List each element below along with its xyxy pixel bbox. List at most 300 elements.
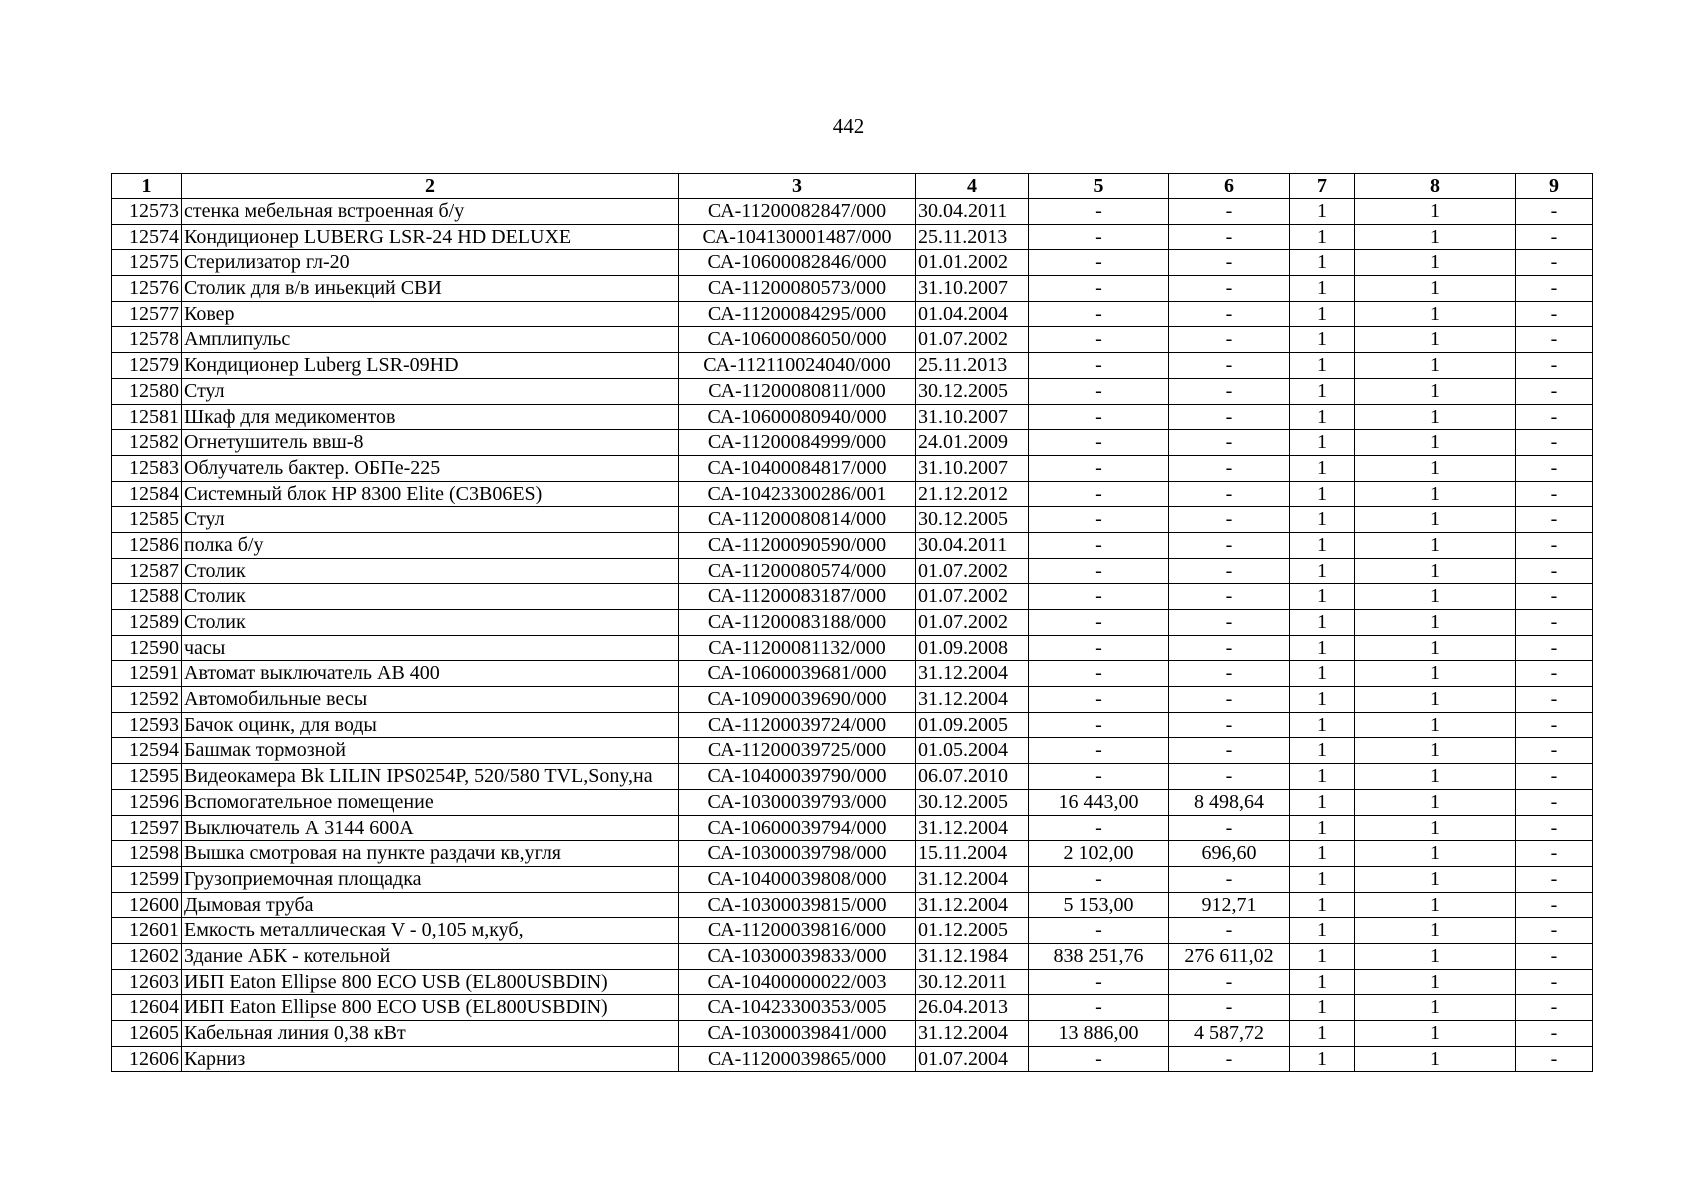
value-9-cell: -	[1516, 738, 1593, 764]
value-8-cell: 1	[1355, 635, 1516, 661]
table-row	[112, 327, 1593, 353]
value-9-cell: -	[1516, 1021, 1593, 1047]
inventory-code-cell: СА-10600082846/000	[679, 250, 916, 276]
item-name-cell: Облучатель бактер. ОБПе-225	[182, 455, 679, 481]
value-6-cell: -	[1169, 866, 1290, 892]
date-cell: 31.12.2004	[916, 661, 1029, 687]
table-row	[112, 276, 1593, 302]
inventory-code-cell: СА-10400039808/000	[679, 866, 916, 892]
value-5-cell: 5 153,00	[1029, 892, 1169, 918]
table-row	[112, 455, 1593, 481]
value-7-cell: 1	[1290, 1046, 1355, 1072]
value-5-cell: 2 102,00	[1029, 841, 1169, 867]
date-cell: 25.11.2013	[916, 353, 1029, 379]
table-row	[112, 1021, 1593, 1047]
table-row	[112, 301, 1593, 327]
row-number-cell: 12587	[112, 558, 182, 584]
inventory-code-cell: СА-11200039865/000	[679, 1046, 916, 1072]
inventory-code-cell: СА-10900039690/000	[679, 687, 916, 713]
value-5-cell: -	[1029, 481, 1169, 507]
item-name-cell: Вспомогательное помещение	[182, 789, 679, 815]
date-cell: 01.07.2002	[916, 584, 1029, 610]
item-name-cell: Кондиционер Luberg LSR-09HD	[182, 353, 679, 379]
date-cell: 01.12.2005	[916, 918, 1029, 944]
value-5-cell: -	[1029, 455, 1169, 481]
inventory-code-cell: СА-11200080574/000	[679, 558, 916, 584]
value-5-cell: 838 251,76	[1029, 943, 1169, 969]
item-name-cell: Стерилизатор гл-20	[182, 250, 679, 276]
value-9-cell: -	[1516, 687, 1593, 713]
inventory-code-cell: СА-10600039681/000	[679, 661, 916, 687]
row-number-cell: 12603	[112, 969, 182, 995]
row-number-cell: 12585	[112, 507, 182, 533]
date-cell: 26.04.2013	[916, 995, 1029, 1021]
value-6-cell: 276 611,02	[1169, 943, 1290, 969]
row-number-cell: 12593	[112, 712, 182, 738]
inventory-code-cell: СА-11200039724/000	[679, 712, 916, 738]
inventory-code-cell: СА-11200039816/000	[679, 918, 916, 944]
table-row	[112, 250, 1593, 276]
row-number-cell: 12575	[112, 250, 182, 276]
row-number-cell: 12589	[112, 610, 182, 636]
value-8-cell: 1	[1355, 532, 1516, 558]
value-6-cell: 696,60	[1169, 841, 1290, 867]
inventory-code-cell: СА-11200080814/000	[679, 507, 916, 533]
table-row	[112, 199, 1593, 225]
value-7-cell: 1	[1290, 1021, 1355, 1047]
value-8-cell: 1	[1355, 687, 1516, 713]
value-5-cell: -	[1029, 224, 1169, 250]
table-row	[112, 815, 1593, 841]
value-5-cell: -	[1029, 661, 1169, 687]
date-cell: 15.11.2004	[916, 841, 1029, 867]
value-9-cell: -	[1516, 327, 1593, 353]
item-name-cell: Стул	[182, 378, 679, 404]
date-cell: 31.12.2004	[916, 866, 1029, 892]
item-name-cell: Столик	[182, 610, 679, 636]
value-7-cell: 1	[1290, 507, 1355, 533]
value-5-cell: -	[1029, 404, 1169, 430]
value-9-cell: -	[1516, 918, 1593, 944]
inventory-code-cell: СА-10400084817/000	[679, 455, 916, 481]
column-header-6: 6	[1169, 174, 1290, 199]
value-6-cell: -	[1169, 481, 1290, 507]
value-6-cell: -	[1169, 815, 1290, 841]
value-9-cell: -	[1516, 764, 1593, 790]
table-row	[112, 481, 1593, 507]
value-6-cell: -	[1169, 532, 1290, 558]
table-row	[112, 404, 1593, 430]
date-cell: 31.12.2004	[916, 815, 1029, 841]
item-name-cell: Автомобильные весы	[182, 687, 679, 713]
value-5-cell: -	[1029, 610, 1169, 636]
table-row	[112, 353, 1593, 379]
item-name-cell: Башмак тормозной	[182, 738, 679, 764]
inventory-code-cell: СА-11200080573/000	[679, 276, 916, 302]
item-name-cell: ИБП Eaton Ellipse 800 ECO USB (EL800USBDIN)	[182, 969, 679, 995]
value-9-cell: -	[1516, 712, 1593, 738]
table-row	[112, 969, 1593, 995]
value-7-cell: 1	[1290, 276, 1355, 302]
value-5-cell: -	[1029, 327, 1169, 353]
date-cell: 01.05.2004	[916, 738, 1029, 764]
value-7-cell: 1	[1290, 455, 1355, 481]
inventory-code-cell: СА-11200083187/000	[679, 584, 916, 610]
value-9-cell: -	[1516, 276, 1593, 302]
value-5-cell: -	[1029, 301, 1169, 327]
value-6-cell: -	[1169, 276, 1290, 302]
value-8-cell: 1	[1355, 969, 1516, 995]
value-8-cell: 1	[1355, 738, 1516, 764]
header-row	[112, 174, 1593, 199]
table-row	[112, 918, 1593, 944]
value-8-cell: 1	[1355, 841, 1516, 867]
row-number-cell: 12583	[112, 455, 182, 481]
value-7-cell: 1	[1290, 199, 1355, 225]
inventory-code-cell: СА-11200090590/000	[679, 532, 916, 558]
value-8-cell: 1	[1355, 199, 1516, 225]
item-name-cell: Дымовая труба	[182, 892, 679, 918]
value-7-cell: 1	[1290, 378, 1355, 404]
value-8-cell: 1	[1355, 712, 1516, 738]
value-7-cell: 1	[1290, 738, 1355, 764]
value-8-cell: 1	[1355, 815, 1516, 841]
value-8-cell: 1	[1355, 1021, 1516, 1047]
value-8-cell: 1	[1355, 224, 1516, 250]
item-name-cell: Грузоприемочная площадка	[182, 866, 679, 892]
row-number-cell: 12579	[112, 353, 182, 379]
table-row	[112, 610, 1593, 636]
value-6-cell: -	[1169, 250, 1290, 276]
column-header-9: 9	[1516, 174, 1593, 199]
column-header-5: 5	[1029, 174, 1169, 199]
value-7-cell: 1	[1290, 866, 1355, 892]
value-7-cell: 1	[1290, 430, 1355, 456]
value-7-cell: 1	[1290, 995, 1355, 1021]
value-7-cell: 1	[1290, 481, 1355, 507]
value-8-cell: 1	[1355, 327, 1516, 353]
date-cell: 01.07.2002	[916, 327, 1029, 353]
value-7-cell: 1	[1290, 610, 1355, 636]
row-number-cell: 12584	[112, 481, 182, 507]
value-5-cell: -	[1029, 507, 1169, 533]
value-7-cell: 1	[1290, 635, 1355, 661]
value-7-cell: 1	[1290, 943, 1355, 969]
value-9-cell: -	[1516, 635, 1593, 661]
date-cell: 31.12.2004	[916, 892, 1029, 918]
value-9-cell: -	[1516, 301, 1593, 327]
value-7-cell: 1	[1290, 764, 1355, 790]
table-row	[112, 687, 1593, 713]
date-cell: 31.10.2007	[916, 455, 1029, 481]
value-8-cell: 1	[1355, 276, 1516, 302]
item-name-cell: Здание АБК - котельной	[182, 943, 679, 969]
item-name-cell: стенка мебельная встроенная б/у	[182, 199, 679, 225]
value-5-cell: -	[1029, 918, 1169, 944]
row-number-cell: 12601	[112, 918, 182, 944]
value-7-cell: 1	[1290, 404, 1355, 430]
value-6-cell: -	[1169, 610, 1290, 636]
date-cell: 30.04.2011	[916, 199, 1029, 225]
inventory-code-cell: СА-104130001487/000	[679, 224, 916, 250]
inventory-code-cell: СА-10600039794/000	[679, 815, 916, 841]
column-header-2: 2	[182, 174, 679, 199]
date-cell: 01.07.2002	[916, 610, 1029, 636]
value-6-cell: -	[1169, 199, 1290, 225]
column-header-7: 7	[1290, 174, 1355, 199]
date-cell: 01.07.2004	[916, 1046, 1029, 1072]
value-5-cell: -	[1029, 738, 1169, 764]
value-6-cell: 912,71	[1169, 892, 1290, 918]
row-number-cell: 12594	[112, 738, 182, 764]
column-header-1: 1	[112, 174, 182, 199]
value-6-cell: -	[1169, 327, 1290, 353]
inventory-code-cell: СА-10300039833/000	[679, 943, 916, 969]
value-9-cell: -	[1516, 789, 1593, 815]
value-8-cell: 1	[1355, 353, 1516, 379]
value-6-cell: -	[1169, 1046, 1290, 1072]
value-9-cell: -	[1516, 995, 1593, 1021]
column-header-8: 8	[1355, 174, 1516, 199]
value-6-cell: -	[1169, 430, 1290, 456]
inventory-table	[111, 173, 1593, 1072]
value-7-cell: 1	[1290, 815, 1355, 841]
inventory-code-cell: СА-11200083188/000	[679, 610, 916, 636]
table-row	[112, 866, 1593, 892]
row-number-cell: 12600	[112, 892, 182, 918]
value-6-cell: -	[1169, 301, 1290, 327]
item-name-cell: Кондиционер LUBERG LSR-24 HD DELUXE	[182, 224, 679, 250]
value-7-cell: 1	[1290, 969, 1355, 995]
row-number-cell: 12591	[112, 661, 182, 687]
value-9-cell: -	[1516, 532, 1593, 558]
table-row	[112, 558, 1593, 584]
inventory-code-cell: СА-10300039815/000	[679, 892, 916, 918]
value-8-cell: 1	[1355, 584, 1516, 610]
row-number-cell: 12590	[112, 635, 182, 661]
value-9-cell: -	[1516, 558, 1593, 584]
row-number-cell: 12606	[112, 1046, 182, 1072]
value-5-cell: -	[1029, 635, 1169, 661]
value-9-cell: -	[1516, 943, 1593, 969]
value-6-cell: -	[1169, 584, 1290, 610]
value-7-cell: 1	[1290, 327, 1355, 353]
table-row	[112, 378, 1593, 404]
table-row	[112, 430, 1593, 456]
value-8-cell: 1	[1355, 481, 1516, 507]
value-7-cell: 1	[1290, 661, 1355, 687]
value-9-cell: -	[1516, 404, 1593, 430]
value-9-cell: -	[1516, 507, 1593, 533]
row-number-cell: 12582	[112, 430, 182, 456]
row-number-cell: 12578	[112, 327, 182, 353]
row-number-cell: 12595	[112, 764, 182, 790]
date-cell: 31.12.2004	[916, 1021, 1029, 1047]
value-9-cell: -	[1516, 250, 1593, 276]
value-5-cell: 16 443,00	[1029, 789, 1169, 815]
table-row	[112, 892, 1593, 918]
value-8-cell: 1	[1355, 610, 1516, 636]
value-6-cell: -	[1169, 738, 1290, 764]
item-name-cell: Кабельная линия 0,38 кВт	[182, 1021, 679, 1047]
row-number-cell: 12577	[112, 301, 182, 327]
item-name-cell: Видеокамера Bk LILIN IPS0254P, 520/580 TVL,Sony,на	[182, 764, 679, 790]
inventory-code-cell: СА-10300039793/000	[679, 789, 916, 815]
value-7-cell: 1	[1290, 892, 1355, 918]
value-5-cell: -	[1029, 866, 1169, 892]
date-cell: 01.04.2004	[916, 301, 1029, 327]
table-row	[112, 712, 1593, 738]
value-5-cell: -	[1029, 687, 1169, 713]
table-row	[112, 635, 1593, 661]
column-header-4: 4	[916, 174, 1029, 199]
value-8-cell: 1	[1355, 943, 1516, 969]
value-5-cell: -	[1029, 558, 1169, 584]
item-name-cell: Столик для в/в иньекций СВИ	[182, 276, 679, 302]
value-8-cell: 1	[1355, 301, 1516, 327]
date-cell: 31.12.1984	[916, 943, 1029, 969]
value-9-cell: -	[1516, 378, 1593, 404]
inventory-code-cell: СА-10600080940/000	[679, 404, 916, 430]
value-5-cell: -	[1029, 430, 1169, 456]
value-7-cell: 1	[1290, 224, 1355, 250]
value-6-cell: -	[1169, 687, 1290, 713]
value-9-cell: -	[1516, 455, 1593, 481]
date-cell: 30.12.2011	[916, 969, 1029, 995]
item-name-cell: Системный блок HP 8300 Elite (C3B06ES)	[182, 481, 679, 507]
date-cell: 01.09.2008	[916, 635, 1029, 661]
value-9-cell: -	[1516, 353, 1593, 379]
value-9-cell: -	[1516, 661, 1593, 687]
page-number: 442	[832, 114, 865, 138]
value-5-cell: -	[1029, 764, 1169, 790]
value-8-cell: 1	[1355, 918, 1516, 944]
value-7-cell: 1	[1290, 712, 1355, 738]
table-row	[112, 841, 1593, 867]
row-number-cell: 12581	[112, 404, 182, 430]
row-number-cell: 12598	[112, 841, 182, 867]
item-name-cell: Шкаф для медикоментов	[182, 404, 679, 430]
date-cell: 30.12.2005	[916, 789, 1029, 815]
value-6-cell: 4 587,72	[1169, 1021, 1290, 1047]
inventory-code-cell: СА-10600086050/000	[679, 327, 916, 353]
inventory-code-cell: СА-10423300353/005	[679, 995, 916, 1021]
item-name-cell: Емкость металлическая V - 0,105 м,куб,	[182, 918, 679, 944]
table-row	[112, 224, 1593, 250]
value-9-cell: -	[1516, 841, 1593, 867]
value-9-cell: -	[1516, 584, 1593, 610]
value-8-cell: 1	[1355, 250, 1516, 276]
date-cell: 25.11.2013	[916, 224, 1029, 250]
value-6-cell: -	[1169, 378, 1290, 404]
item-name-cell: Амплипульс	[182, 327, 679, 353]
value-5-cell: -	[1029, 712, 1169, 738]
value-6-cell: -	[1169, 558, 1290, 584]
value-5-cell: -	[1029, 1046, 1169, 1072]
item-name-cell: Вышка смотровая на пункте раздачи кв,угля	[182, 841, 679, 867]
table-row	[112, 943, 1593, 969]
date-cell: 30.12.2005	[916, 378, 1029, 404]
value-7-cell: 1	[1290, 789, 1355, 815]
date-cell: 31.10.2007	[916, 276, 1029, 302]
row-number-cell: 12597	[112, 815, 182, 841]
value-8-cell: 1	[1355, 892, 1516, 918]
value-5-cell: -	[1029, 584, 1169, 610]
table-row	[112, 764, 1593, 790]
value-6-cell: -	[1169, 507, 1290, 533]
row-number-cell: 12574	[112, 224, 182, 250]
value-9-cell: -	[1516, 866, 1593, 892]
item-name-cell: полка б/у	[182, 532, 679, 558]
value-6-cell: -	[1169, 404, 1290, 430]
value-7-cell: 1	[1290, 687, 1355, 713]
column-header-3: 3	[679, 174, 916, 199]
value-7-cell: 1	[1290, 250, 1355, 276]
value-6-cell: 8 498,64	[1169, 789, 1290, 815]
value-7-cell: 1	[1290, 353, 1355, 379]
value-6-cell: -	[1169, 995, 1290, 1021]
value-6-cell: -	[1169, 661, 1290, 687]
row-number-cell: 12580	[112, 378, 182, 404]
inventory-code-cell: СА-10400000022/003	[679, 969, 916, 995]
value-8-cell: 1	[1355, 661, 1516, 687]
table-body	[112, 199, 1593, 1072]
value-6-cell: -	[1169, 353, 1290, 379]
value-5-cell: -	[1029, 276, 1169, 302]
value-9-cell: -	[1516, 224, 1593, 250]
row-number-cell: 12596	[112, 789, 182, 815]
value-8-cell: 1	[1355, 507, 1516, 533]
value-6-cell: -	[1169, 969, 1290, 995]
value-5-cell: -	[1029, 199, 1169, 225]
value-8-cell: 1	[1355, 1046, 1516, 1072]
value-6-cell: -	[1169, 455, 1290, 481]
row-number-cell: 12604	[112, 995, 182, 1021]
inventory-code-cell: СА-10300039798/000	[679, 841, 916, 867]
date-cell: 24.01.2009	[916, 430, 1029, 456]
item-name-cell: Выключатель А 3144 600А	[182, 815, 679, 841]
value-8-cell: 1	[1355, 558, 1516, 584]
inventory-code-cell: СА-112110024040/000	[679, 353, 916, 379]
value-5-cell: -	[1029, 353, 1169, 379]
value-9-cell: -	[1516, 199, 1593, 225]
value-5-cell: -	[1029, 969, 1169, 995]
inventory-code-cell: СА-11200084295/000	[679, 301, 916, 327]
value-5-cell: -	[1029, 815, 1169, 841]
value-8-cell: 1	[1355, 378, 1516, 404]
value-8-cell: 1	[1355, 764, 1516, 790]
item-name-cell: Бачок оцинк, для воды	[182, 712, 679, 738]
inventory-code-cell: СА-11200081132/000	[679, 635, 916, 661]
date-cell: 06.07.2010	[916, 764, 1029, 790]
inventory-code-cell: СА-11200080811/000	[679, 378, 916, 404]
date-cell: 21.12.2012	[916, 481, 1029, 507]
date-cell: 30.04.2011	[916, 532, 1029, 558]
item-name-cell: Огнетушитель ввш-8	[182, 430, 679, 456]
value-9-cell: -	[1516, 610, 1593, 636]
table-row	[112, 661, 1593, 687]
item-name-cell: Карниз	[182, 1046, 679, 1072]
row-number-cell: 12599	[112, 866, 182, 892]
value-8-cell: 1	[1355, 995, 1516, 1021]
inventory-code-cell: СА-11200082847/000	[679, 199, 916, 225]
table-row	[112, 532, 1593, 558]
inventory-code-cell: СА-10300039841/000	[679, 1021, 916, 1047]
value-7-cell: 1	[1290, 532, 1355, 558]
value-9-cell: -	[1516, 1046, 1593, 1072]
item-name-cell: Столик	[182, 558, 679, 584]
date-cell: 30.12.2005	[916, 507, 1029, 533]
